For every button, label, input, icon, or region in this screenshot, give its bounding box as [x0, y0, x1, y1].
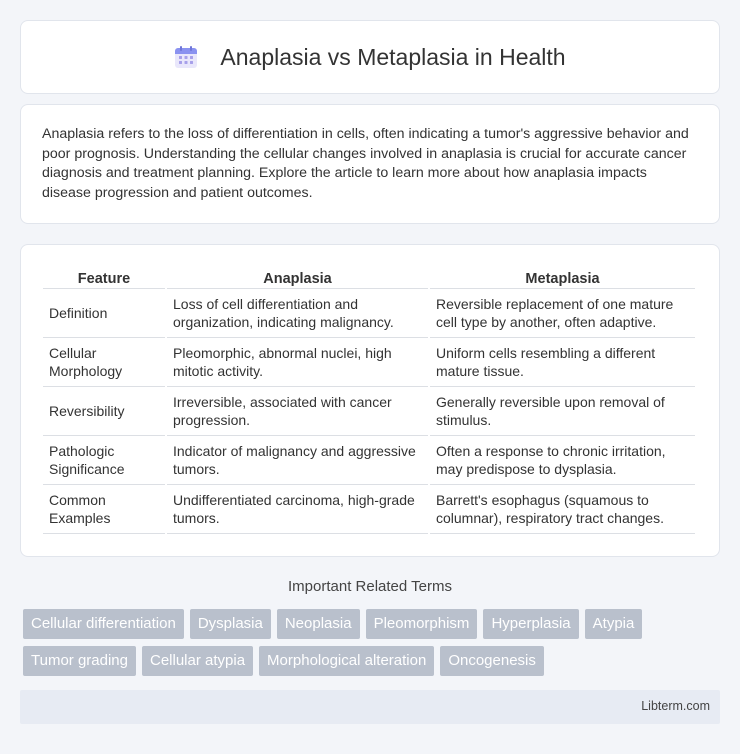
comparison-card [20, 244, 720, 557]
anaplasia-cell: Indicator of malignancy and aggressive tumors. [167, 436, 428, 485]
anaplasia-cell: Loss of cell differentiation and organization, indicating malignancy. [167, 289, 428, 338]
related-terms-title: Important Related Terms [288, 578, 452, 595]
page-title: Anaplasia vs Metaplasia in Health [220, 43, 566, 70]
feature-cell: Definition [43, 289, 165, 338]
footer-site-link[interactable]: Libterm.com [641, 699, 710, 713]
related-terms-list [23, 609, 723, 676]
column-header-metaplasia: Metaplasia [430, 265, 695, 289]
related-term-tag[interactable]: Morphological alteration [259, 646, 434, 676]
table-row [43, 436, 695, 485]
related-term-tag[interactable]: Oncogenesis [440, 646, 544, 676]
feature-cell: Cellular Morphology [43, 338, 165, 387]
table-row [43, 387, 695, 436]
related-term-tag[interactable]: Pleomorphism [366, 609, 478, 639]
table-header-row [43, 265, 695, 289]
anaplasia-cell: Irreversible, associated with cancer progression. [167, 387, 428, 436]
related-term-tag[interactable]: Atypia [585, 609, 643, 639]
intro-card [20, 104, 720, 224]
related-term-tag[interactable]: Neoplasia [277, 609, 360, 639]
header-card [20, 20, 720, 94]
column-header-feature: Feature [43, 265, 165, 289]
column-header-anaplasia: Anaplasia [167, 265, 428, 289]
related-term-tag[interactable]: Cellular differentiation [23, 609, 184, 639]
anaplasia-cell: Undifferentiated carcinoma, high-grade tumors. [167, 485, 428, 534]
metaplasia-cell: Barrett's esophagus (squamous to columnar), respiratory tract changes. [430, 485, 695, 534]
metaplasia-cell: Often a response to chronic irritation, may predispose to dysplasia. [430, 436, 695, 485]
metaplasia-cell: Reversible replacement of one mature cell type by another, often adaptive. [430, 289, 695, 338]
calendar-icon [174, 45, 198, 69]
related-term-tag[interactable]: Hyperplasia [483, 609, 578, 639]
intro-paragraph: Anaplasia refers to the loss of differentiation in cells, often indicating a tumor's aggressive behavior and poor prognosis. Understanding the cellular changes involved in anaplasia is crucial for accurate cancer diagnosis and treatment planning. Explore the article to learn more about how anaplasia impacts disease progression and patient outcomes. [42, 126, 689, 201]
feature-cell: Common Examples [43, 485, 165, 534]
metaplasia-cell: Uniform cells resembling a different mature tissue. [430, 338, 695, 387]
related-term-tag[interactable]: Tumor grading [23, 646, 136, 676]
footer-bar [20, 690, 720, 724]
metaplasia-cell: Generally reversible upon removal of stimulus. [430, 387, 695, 436]
anaplasia-cell: Pleomorphic, abnormal nuclei, high mitotic activity. [167, 338, 428, 387]
table-row [43, 289, 695, 338]
related-term-tag[interactable]: Cellular atypia [142, 646, 253, 676]
table-row [43, 485, 695, 534]
comparison-table [41, 265, 697, 534]
related-term-tag[interactable]: Dysplasia [190, 609, 271, 639]
feature-cell: Pathologic Significance [43, 436, 165, 485]
table-row [43, 338, 695, 387]
feature-cell: Reversibility [43, 387, 165, 436]
